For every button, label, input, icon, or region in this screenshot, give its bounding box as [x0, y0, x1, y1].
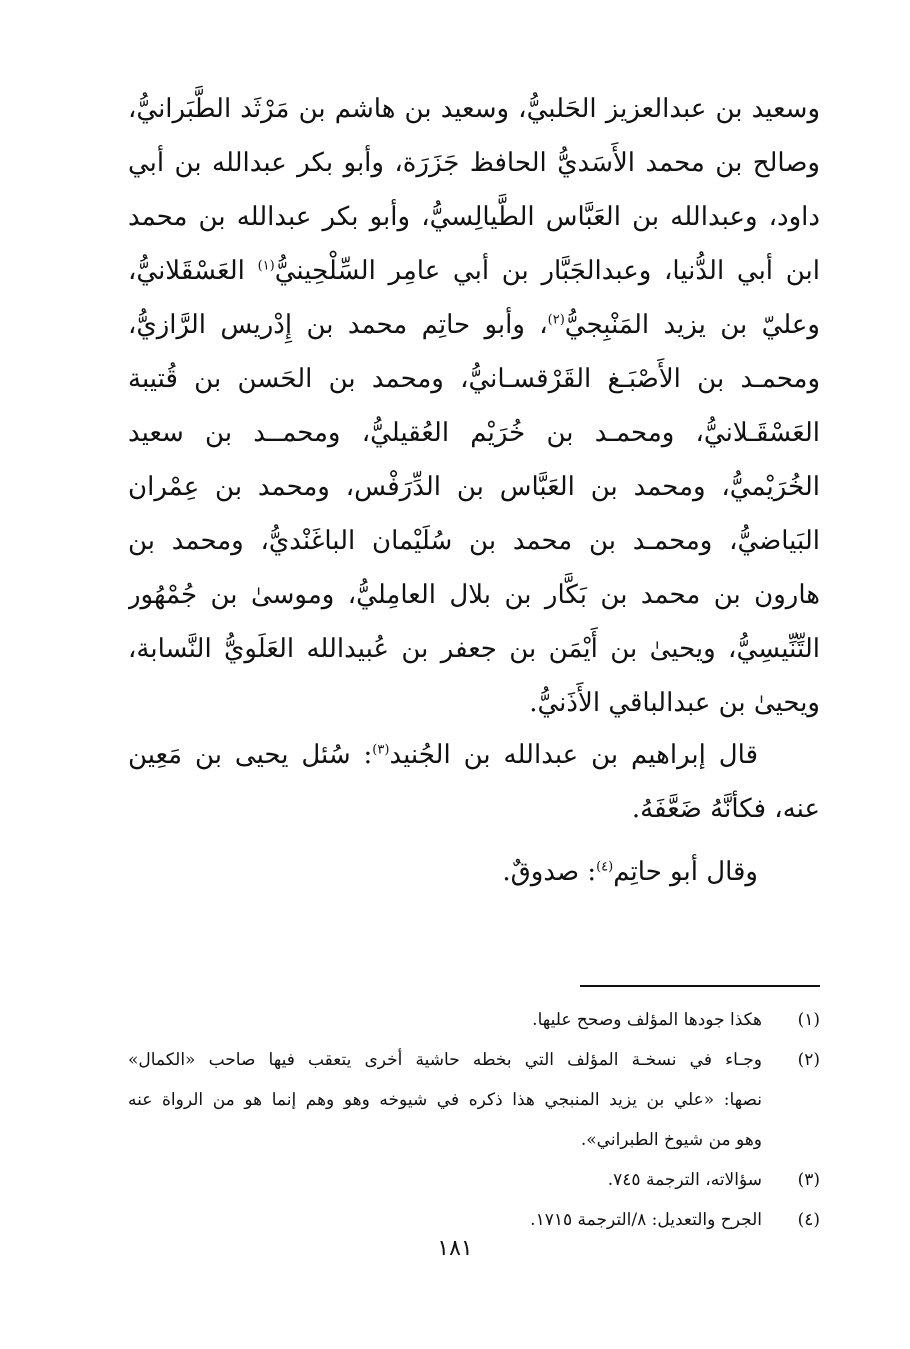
- text-line-3: داود، وعبدالله بن العَبَّاس الطَّيالِسيُّ، وأبو بكر عبدالله بن محمد: [128, 202, 820, 232]
- footnote-marker-2[interactable]: (٢): [547, 312, 565, 328]
- statement-tail: : صدوقٌ.: [502, 857, 597, 887]
- footnote-4: [128, 1200, 820, 1240]
- footnote-marker-3[interactable]: (٣): [372, 742, 390, 758]
- footnote-2-continued: [128, 1120, 820, 1160]
- footnote-2-continued: [128, 1080, 820, 1120]
- text-line-5: [128, 298, 820, 352]
- text-line-7: العَسْقَـلانيُّ، ومحمـد بن خُرَيْم العُقيليُّ، ومحمــد بن سعيد: [128, 418, 820, 448]
- statement-head: وقال أبو حاتِم: [613, 857, 758, 887]
- footnote-number: (٤): [797, 1210, 820, 1230]
- footnote-text: وجـاء في نسخـة المؤلف التي بخطه حاشية أخرى يتعقب فيها صاحب «الكمال»: [128, 1050, 762, 1070]
- footnote-text: هكذا جودها المؤلف وصحح عليها.: [532, 1010, 762, 1030]
- quote-paragraph: [128, 728, 820, 836]
- statement-paragraph: [128, 845, 820, 899]
- quote-line-1-tail: : سُئل يحيى بن مَعِين: [128, 740, 373, 770]
- quote-line-2: عنه، فكأنَّهُ ضَعَّفَهُ.: [631, 794, 820, 824]
- footnote-text: الجرح والتعديل: ٨/الترجمة ١٧١٥.: [530, 1210, 762, 1230]
- text-line-5-head: وعليّ بن يزيد المَنْبِجيُّ: [564, 310, 820, 340]
- text-line-11: التِّنِّيسِيُّ، ويحيىٰ بن أَيْمَن بن جعفر بن عُبيدالله العَلَويُّ النَّسابة،: [128, 634, 820, 664]
- footnote-marker-4[interactable]: (٤): [596, 859, 614, 875]
- footnote-text: وهو من شيوخ الطبراني».: [580, 1130, 762, 1150]
- page-number: ١٨١: [437, 1236, 473, 1261]
- main-paragraph: [128, 82, 820, 730]
- text-line-12: ويحيىٰ بن عبدالباقي الأَذَنيُّ.: [529, 688, 820, 718]
- footnote-1: [128, 1000, 820, 1040]
- footnote-text: سؤالاته، الترجمة ٧٤٥.: [607, 1170, 762, 1190]
- text-line-5-tail: ، وأبو حاتِم محمد بن إِدْريس الرَّازيُّ،: [128, 310, 548, 340]
- text-line-8: الخُرَيْميُّ، ومحمد بن العَبَّاس بن الدِّرَفْس، ومحمد بن عِمْران: [128, 472, 820, 502]
- text-line-2: وصالح بن محمد الأَسَديُّ الحافظ جَزَرَة، وأبو بكر عبدالله بن أبي: [128, 148, 820, 178]
- text-line-4: [128, 244, 820, 298]
- footnote-marker-1[interactable]: (١): [257, 258, 275, 274]
- footnote-number: (٣): [797, 1170, 820, 1190]
- text-line-6: ومحمـد بن الأَصْبَـغ القَرْقسـانيُّ، ومحمد بن الحَسن بن قُتيبة: [128, 364, 820, 394]
- statement-line: [128, 845, 820, 899]
- footnote-number: (٢): [797, 1050, 820, 1070]
- text-line-4-tail: العَسْقَلانيُّ،: [128, 256, 258, 286]
- quote-line-1-head: قال إبراهيم بن عبدالله بن الجُنيد: [389, 740, 759, 770]
- text-line-9: البَياضيُّ، ومحمـد بن محمد بن سُلَيْمان الباغَنْديُّ، ومحمد بن: [128, 526, 820, 556]
- footnote-divider: [580, 985, 820, 987]
- footnote-number: (١): [797, 1010, 820, 1030]
- footnotes: [128, 1000, 820, 1240]
- text-line-4-head: ابن أبي الدُّنيا، وعبدالجَبَّار بن أبي عامِر السِّلْحِينيُّ: [274, 256, 820, 286]
- footnote-text: نصها: «علي بن يزيد المنبجي هذا ذكره في شيوخه وهو وهم إنما هو من الرواة عنه: [128, 1090, 762, 1110]
- text-line-1: وسعيد بن عبدالعزيز الحَلبيُّ، وسعيد بن هاشم بن مَرْثَد الطَّبَرانيُّ،: [128, 94, 820, 124]
- footnote-2: [128, 1040, 820, 1080]
- quote-line-1: [128, 728, 820, 782]
- text-line-10: هارون بن محمد بن بَكَّار بن بلال العامِليُّ، وموسىٰ بن جُمْهُور: [128, 580, 820, 610]
- footnote-3: [128, 1160, 820, 1200]
